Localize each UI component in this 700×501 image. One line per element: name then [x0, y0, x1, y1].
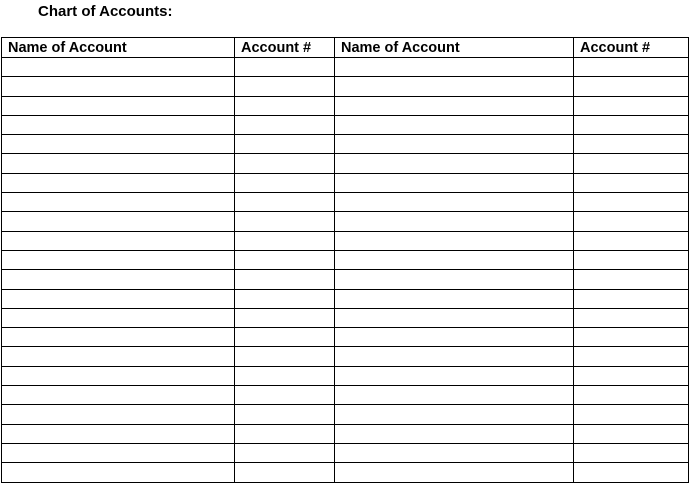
account-number-cell-left[interactable]	[235, 212, 335, 231]
account-number-cell-left[interactable]	[235, 96, 335, 115]
name-of-account-cell-right[interactable]	[335, 96, 574, 115]
table-body	[2, 58, 689, 483]
name-of-account-cell-right[interactable]	[335, 347, 574, 366]
name-of-account-cell-right[interactable]	[335, 328, 574, 347]
name-of-account-cell-left[interactable]	[2, 405, 235, 424]
table-row	[2, 366, 689, 385]
account-number-cell-left[interactable]	[235, 386, 335, 405]
table-row	[2, 173, 689, 192]
table-row	[2, 405, 689, 424]
name-of-account-cell-left[interactable]	[2, 386, 235, 405]
account-number-cell-left[interactable]	[235, 366, 335, 385]
name-of-account-cell-right[interactable]	[335, 443, 574, 462]
name-of-account-cell-left[interactable]	[2, 173, 235, 192]
account-number-cell-right[interactable]	[574, 250, 689, 269]
account-number-cell-left[interactable]	[235, 173, 335, 192]
name-of-account-cell-right[interactable]	[335, 212, 574, 231]
name-of-account-cell-right[interactable]	[335, 289, 574, 308]
name-of-account-cell-left[interactable]	[2, 308, 235, 327]
table-row	[2, 443, 689, 462]
page-title: Chart of Accounts:	[38, 3, 173, 20]
account-number-cell-right[interactable]	[574, 308, 689, 327]
account-number-cell-right[interactable]	[574, 173, 689, 192]
name-of-account-cell-right[interactable]	[335, 424, 574, 443]
account-number-cell-right[interactable]	[574, 463, 689, 482]
account-number-cell-left[interactable]	[235, 115, 335, 134]
account-number-cell-right[interactable]	[574, 115, 689, 134]
table-row	[2, 270, 689, 289]
account-number-cell-right[interactable]	[574, 58, 689, 77]
name-of-account-cell-left[interactable]	[2, 270, 235, 289]
account-number-cell-right[interactable]	[574, 347, 689, 366]
name-of-account-cell-left[interactable]	[2, 424, 235, 443]
account-number-cell-right[interactable]	[574, 193, 689, 212]
account-number-cell-left[interactable]	[235, 154, 335, 173]
account-number-cell-right[interactable]	[574, 77, 689, 96]
name-of-account-cell-right[interactable]	[335, 308, 574, 327]
table-row	[2, 77, 689, 96]
account-number-cell-right[interactable]	[574, 231, 689, 250]
account-number-cell-left[interactable]	[235, 328, 335, 347]
account-number-cell-left[interactable]	[235, 135, 335, 154]
account-number-cell-left[interactable]	[235, 231, 335, 250]
name-of-account-cell-right[interactable]	[335, 135, 574, 154]
name-of-account-cell-left[interactable]	[2, 250, 235, 269]
name-of-account-cell-left[interactable]	[2, 443, 235, 462]
name-of-account-cell-left[interactable]	[2, 231, 235, 250]
name-of-account-cell-left[interactable]	[2, 77, 235, 96]
name-of-account-cell-right[interactable]	[335, 154, 574, 173]
account-number-cell-right[interactable]	[574, 366, 689, 385]
table-row	[2, 328, 689, 347]
name-of-account-cell-right[interactable]	[335, 250, 574, 269]
name-of-account-cell-left[interactable]	[2, 154, 235, 173]
account-number-cell-left[interactable]	[235, 424, 335, 443]
table-row	[2, 212, 689, 231]
table-row	[2, 424, 689, 443]
name-of-account-cell-left[interactable]	[2, 328, 235, 347]
table-row	[2, 463, 689, 482]
name-of-account-cell-left[interactable]	[2, 289, 235, 308]
name-of-account-cell-right[interactable]	[335, 405, 574, 424]
chart-of-accounts-table	[1, 37, 689, 483]
table-row	[2, 386, 689, 405]
account-number-cell-left[interactable]	[235, 77, 335, 96]
name-of-account-cell-right[interactable]	[335, 386, 574, 405]
header-name-of-account-left: Name of Account	[2, 38, 235, 58]
account-number-cell-left[interactable]	[235, 289, 335, 308]
account-number-cell-left[interactable]	[235, 405, 335, 424]
name-of-account-cell-right[interactable]	[335, 231, 574, 250]
account-number-cell-left[interactable]	[235, 270, 335, 289]
name-of-account-cell-right[interactable]	[335, 173, 574, 192]
name-of-account-cell-left[interactable]	[2, 58, 235, 77]
account-number-cell-right[interactable]	[574, 212, 689, 231]
name-of-account-cell-left[interactable]	[2, 115, 235, 134]
account-number-cell-right[interactable]	[574, 96, 689, 115]
name-of-account-cell-left[interactable]	[2, 347, 235, 366]
table-row	[2, 289, 689, 308]
account-number-cell-left[interactable]	[235, 193, 335, 212]
table-row	[2, 193, 689, 212]
account-number-cell-left[interactable]	[235, 250, 335, 269]
account-number-cell-left[interactable]	[235, 347, 335, 366]
header-row	[2, 38, 689, 58]
name-of-account-cell-right[interactable]	[335, 115, 574, 134]
header-name-of-account-right: Name of Account	[335, 38, 574, 58]
table-row	[2, 135, 689, 154]
account-number-cell-right[interactable]	[574, 328, 689, 347]
table-row	[2, 115, 689, 134]
account-number-cell-right[interactable]	[574, 270, 689, 289]
account-number-cell-right[interactable]	[574, 386, 689, 405]
name-of-account-cell-left[interactable]	[2, 212, 235, 231]
table-row	[2, 308, 689, 327]
name-of-account-cell-left[interactable]	[2, 193, 235, 212]
account-number-cell-right[interactable]	[574, 405, 689, 424]
table-row	[2, 154, 689, 173]
table-row	[2, 231, 689, 250]
account-number-cell-left[interactable]	[235, 463, 335, 482]
account-number-cell-right[interactable]	[574, 154, 689, 173]
account-number-cell-left[interactable]	[235, 58, 335, 77]
name-of-account-cell-right[interactable]	[335, 366, 574, 385]
table-row	[2, 58, 689, 77]
account-number-cell-right[interactable]	[574, 289, 689, 308]
name-of-account-cell-right[interactable]	[335, 193, 574, 212]
header-account-number-right: Account #	[574, 38, 689, 58]
header-account-number-left: Account #	[235, 38, 335, 58]
name-of-account-cell-right[interactable]	[335, 58, 574, 77]
name-of-account-cell-left[interactable]	[2, 463, 235, 482]
account-number-cell-left[interactable]	[235, 308, 335, 327]
name-of-account-cell-left[interactable]	[2, 366, 235, 385]
account-number-cell-right[interactable]	[574, 424, 689, 443]
account-number-cell-right[interactable]	[574, 443, 689, 462]
account-number-cell-left[interactable]	[235, 443, 335, 462]
name-of-account-cell-left[interactable]	[2, 135, 235, 154]
name-of-account-cell-right[interactable]	[335, 77, 574, 96]
name-of-account-cell-right[interactable]	[335, 270, 574, 289]
table-row	[2, 96, 689, 115]
table-row	[2, 347, 689, 366]
name-of-account-cell-left[interactable]	[2, 96, 235, 115]
name-of-account-cell-right[interactable]	[335, 463, 574, 482]
table-row	[2, 250, 689, 269]
account-number-cell-right[interactable]	[574, 135, 689, 154]
